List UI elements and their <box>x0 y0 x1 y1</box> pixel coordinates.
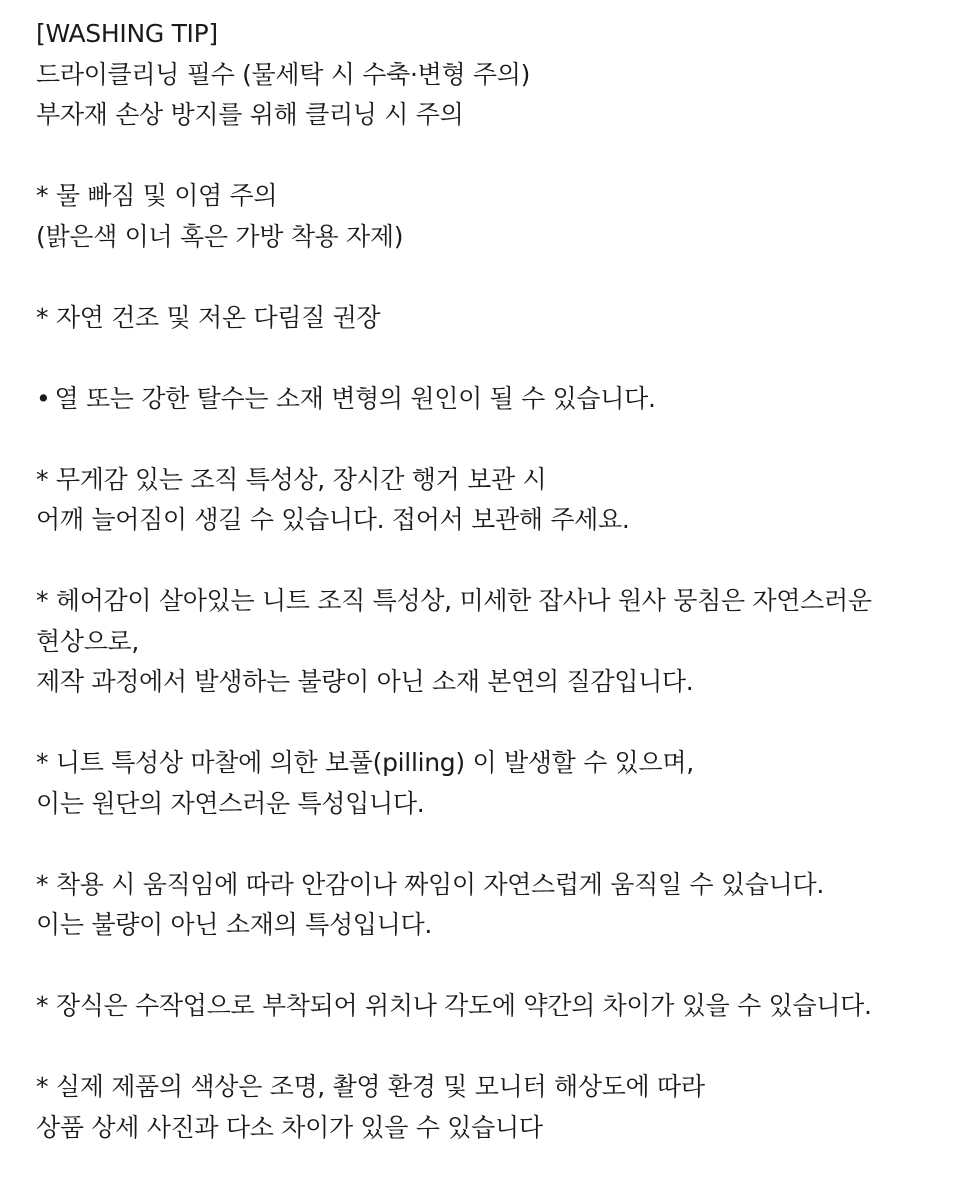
note-line: * 물 빠짐 및 이염 주의 <box>36 181 278 210</box>
spacer <box>36 703 936 744</box>
note-line: * 헤어감이 살아있는 니트 조직 특성상, 미세한 잡사나 원사 뭉침은 자연스러운 <box>36 586 872 615</box>
spacer <box>36 946 936 987</box>
note-text: 열 또는 강한 탈수는 소재 변형의 원인이 될 수 있습니다. <box>54 383 656 413</box>
spacer <box>36 257 936 298</box>
note-line: (밝은색 이너 혹은 가방 착용 자제) <box>36 221 404 251</box>
note-line: 이는 원단의 자연스러운 특성입니다. <box>36 788 425 818</box>
spacer <box>36 419 936 460</box>
note-line: 이는 불량이 아닌 소재의 특성입니다. <box>36 910 432 939</box>
spacer <box>36 1027 936 1068</box>
note-line: * 장식은 수작업으로 부착되어 위치나 각도에 약간의 차이가 있을 수 있습니다. <box>36 991 872 1020</box>
spacer <box>36 824 936 865</box>
washing-tip-document <box>36 14 936 1148</box>
note-line: * 착용 시 움직임에 따라 안감이나 짜임이 자연스럽게 움직일 수 있습니다. <box>36 869 824 899</box>
spacer <box>36 541 936 582</box>
note-line: * 실제 제품의 색상은 조명, 촬영 환경 및 모니터 해상도에 따라 <box>36 1072 705 1101</box>
note-line: 어깨 늘어짐이 생길 수 있습니다. 접어서 보관해 주세요. <box>36 505 630 534</box>
note-line: * 니트 특성상 마찰에 의한 보풀(pilling) 이 발생할 수 있으며, <box>36 748 694 777</box>
note-line: 현상으로, <box>36 626 140 656</box>
intro-line: 드라이클리닝 필수 (물세탁 시 수축·변형 주의) <box>36 59 531 89</box>
note-line: * 자연 건조 및 저온 다림질 권장 <box>36 302 381 332</box>
note-line: * 무게감 있는 조직 특성상, 장시간 행거 보관 시 <box>36 464 547 494</box>
note-line: 제작 과정에서 발생하는 불량이 아닌 소재 본연의 질감입니다. <box>36 667 694 696</box>
spacer <box>36 338 936 379</box>
intro-line: 부자재 손상 방지를 위해 클리닝 시 주의 <box>36 100 464 129</box>
spacer <box>36 136 936 177</box>
bullet-dot-icon: • <box>36 383 51 413</box>
note-line: 상품 상세 사진과 다소 차이가 있을 수 있습니다 <box>36 1112 543 1142</box>
document-title: [WASHING TIP] <box>36 19 218 48</box>
note-line <box>36 379 936 420</box>
